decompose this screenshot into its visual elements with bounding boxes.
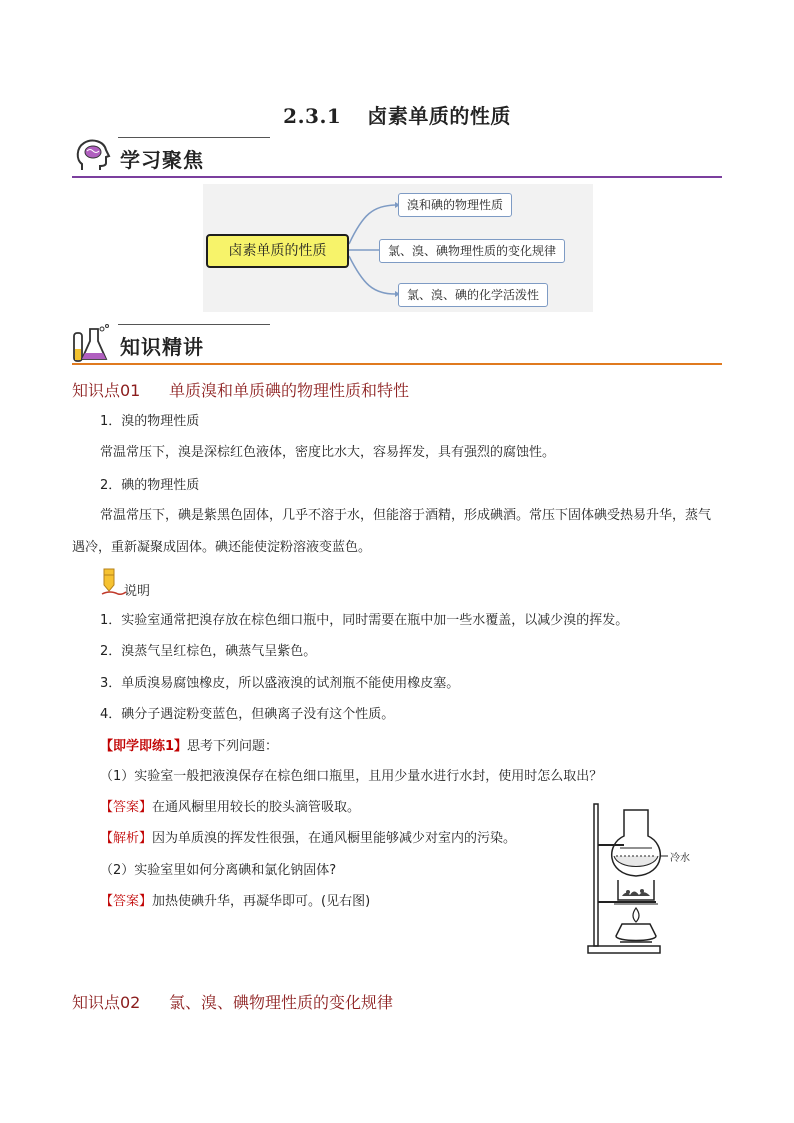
title-text: 卤素单质的性质	[367, 104, 511, 128]
knowledge-point-heading	[72, 378, 409, 401]
answer-label: 【答案】	[100, 800, 153, 815]
knowledge-point-number: 知识点01	[72, 381, 141, 400]
question: （2）实验室里如何分离碘和氯化钠固体?	[100, 863, 337, 878]
cold-water-label: 冷水	[670, 853, 690, 864]
exercise-heading	[100, 738, 278, 756]
explanation-text: 因为单质溴的挥发性很强，在通风橱里能够减少对室内的污染。	[152, 831, 517, 846]
mind-map-leaf: 氯、溴、碘的化学活泼性	[398, 283, 548, 307]
flask-icon	[72, 323, 114, 365]
note-label: 说明	[124, 584, 151, 599]
knowledge-point-title: 氯、溴、碘物理性质的变化规律	[169, 993, 394, 1012]
page-title	[0, 100, 794, 129]
note-item: 3．单质溴易腐蚀橡皮，所以盛液溴的试剂瓶不能使用橡皮塞。	[100, 676, 460, 691]
question: （1）实验室一般把液溴保存在棕色细口瓶里，且用少量水进行水封，使用时怎么取出？	[100, 769, 603, 784]
sublimation-apparatus-figure	[584, 800, 714, 958]
subheading: 2．碘的物理性质	[100, 478, 200, 493]
answer	[100, 799, 360, 817]
section-label: 学习聚焦	[120, 148, 204, 172]
note-item: 2．溴蒸气呈红棕色，碘蒸气呈紫色。	[100, 644, 317, 659]
mind-map	[203, 184, 593, 312]
exercise-prompt: 思考下列问题：	[187, 739, 279, 754]
note-item: 4．碘分子遇淀粉变蓝色，但碘离子没有这个性质。	[100, 707, 395, 722]
header-accent-line	[118, 137, 270, 138]
mind-map-leaf: 溴和碘的物理性质	[398, 193, 512, 217]
knowledge-point-heading	[72, 990, 393, 1013]
answer-text: 加热使碘升华，再凝华即可。(见右图)	[152, 894, 371, 909]
knowledge-point-title: 单质溴和单质碘的物理性质和特性	[169, 381, 410, 400]
answer-text: 在通风橱里用较长的胶头滴管吸取。	[152, 800, 361, 815]
subheading: 1．溴的物理性质	[100, 414, 200, 429]
mind-map-leaf: 氯、溴、碘物理性质的变化规律	[379, 239, 565, 263]
mind-map-root: 卤素单质的性质	[206, 234, 349, 268]
paragraph: 常温常压下，碘是紫黑色固体，几乎不溶于水，但能溶于酒精，形成碘酒。常压下固体碘受热易升华，蒸气遇冷，重新凝聚成固体。碘还能使淀粉溶液变蓝色。	[72, 508, 712, 555]
section-rule	[72, 363, 722, 365]
explanation	[100, 830, 516, 848]
answer	[100, 893, 370, 911]
knowledge-point-number: 知识点02	[72, 993, 141, 1012]
title-number: 2.3.1	[283, 104, 342, 128]
apparatus-drawing	[584, 800, 714, 958]
section-header-knowledge	[72, 323, 722, 365]
header-accent-line	[118, 324, 270, 325]
section-rule	[72, 176, 722, 178]
section-header-focus	[72, 136, 722, 178]
exercise-label: 【即学即练1】	[100, 739, 188, 754]
explanation-label: 【解析】	[100, 831, 153, 846]
paragraph: 常温常压下，溴是深棕红色液体，密度比水大，容易挥发，具有强烈的腐蚀性。	[100, 445, 556, 460]
answer-label: 【答案】	[100, 894, 153, 909]
brain-head-icon	[72, 136, 114, 178]
note-item: 1．实验室通常把溴存放在棕色细口瓶中，同时需要在瓶中加一些水覆盖，以减少溴的挥发。	[100, 613, 629, 628]
section-label: 知识精讲	[120, 335, 204, 359]
